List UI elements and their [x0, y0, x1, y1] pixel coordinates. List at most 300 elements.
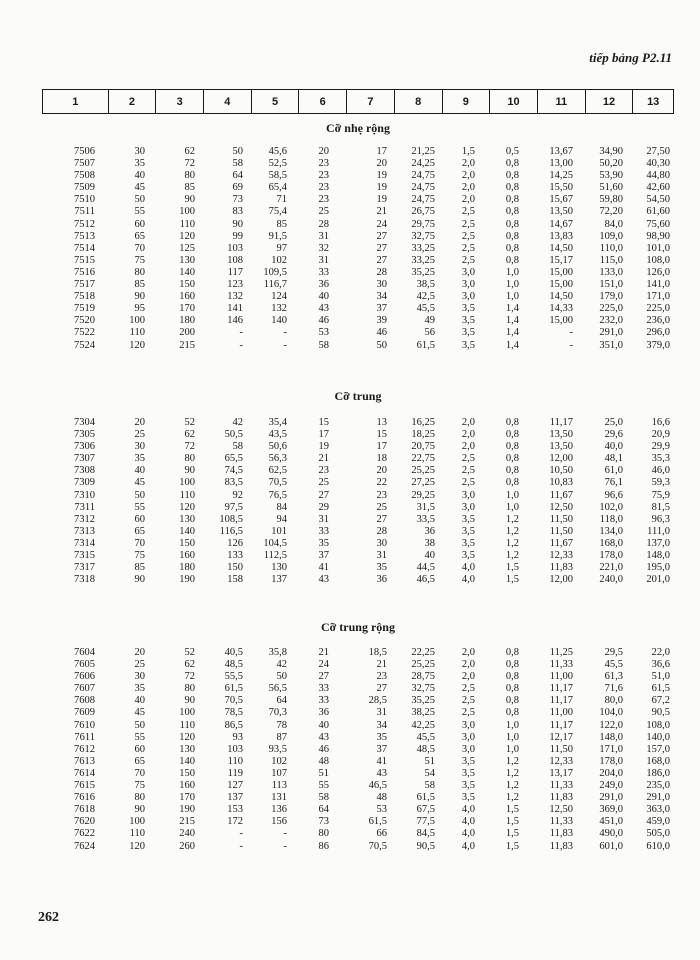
- table-cell: 7304: [74, 417, 95, 428]
- table-cell: 21: [376, 206, 387, 218]
- header-cell: 3: [156, 90, 204, 113]
- table-cell: 120: [129, 840, 145, 852]
- table-row: [42, 550, 674, 562]
- table-cell: 36: [376, 574, 387, 586]
- table-cell: 33: [318, 266, 329, 278]
- table-cell: 14,50: [549, 291, 573, 303]
- table-cell: 3,0: [461, 291, 475, 303]
- table-row: [42, 502, 674, 514]
- table-cell: 11,25: [549, 647, 573, 658]
- table-cell: 240: [179, 828, 195, 840]
- table-cell: 48: [318, 755, 329, 767]
- table-row: [42, 780, 674, 792]
- table-cell: 83,5: [224, 477, 243, 489]
- header-cell: 6: [299, 90, 347, 113]
- table-row: [42, 490, 674, 502]
- table-row: [42, 841, 674, 853]
- table-cell: 61,5: [416, 339, 435, 351]
- table-cell: 24: [318, 659, 329, 671]
- table-cell: 33: [318, 695, 329, 707]
- table-cell: 94: [276, 513, 287, 525]
- table-cell: 75: [134, 550, 145, 562]
- table-cell: 70: [134, 767, 145, 779]
- table-cell: 11,33: [549, 659, 573, 671]
- table-cell: 7612: [74, 743, 95, 755]
- table-cell: 110,0: [599, 242, 623, 254]
- table-cell: 7511: [74, 206, 95, 218]
- table-cell: 1,4: [505, 315, 519, 327]
- table-cell: 4,0: [461, 562, 475, 574]
- table-cell: 78,5: [224, 707, 243, 719]
- table-cell: 7607: [74, 683, 95, 695]
- table-cell: 171,0: [599, 743, 623, 755]
- table-cell: 65: [134, 525, 145, 537]
- table-cell: 56,3: [268, 453, 287, 465]
- table-cell: 43,5: [268, 429, 287, 441]
- table-cell: 81,5: [651, 501, 670, 513]
- table-cell: 2,5: [461, 707, 475, 719]
- table-cell: 36: [318, 707, 329, 719]
- table-cell: 56,5: [268, 683, 287, 695]
- table-cell: 2,0: [461, 441, 475, 453]
- table-cell: 53: [318, 327, 329, 339]
- table-cell: 20: [318, 146, 329, 157]
- table-cell: 1,0: [505, 489, 519, 501]
- table-cell: 35: [376, 562, 387, 574]
- table-cell: 60: [134, 513, 145, 525]
- table-cell: 291,0: [599, 327, 623, 339]
- table-cell: 19: [376, 170, 387, 182]
- table-cell: 28: [376, 266, 387, 278]
- table-cell: 2,0: [461, 671, 475, 683]
- table-cell: 7305: [74, 429, 95, 441]
- table-row: [42, 720, 674, 732]
- table-cell: 180: [179, 562, 195, 574]
- table-cell: 156: [271, 816, 287, 828]
- table-cell: 60: [134, 743, 145, 755]
- table-cell: 122,0: [599, 719, 623, 731]
- table-cell: 90: [184, 465, 195, 477]
- table-cell: 109,5: [263, 266, 287, 278]
- table-cell: 16,6: [651, 417, 670, 428]
- table-cell: 101,0: [646, 242, 670, 254]
- table-cell: 11,50: [549, 525, 573, 537]
- table-cell: 7524: [74, 339, 95, 351]
- table-cell: 132: [227, 291, 243, 303]
- table-cell: 12,17: [549, 731, 573, 743]
- table-cell: 93,5: [268, 743, 287, 755]
- table-cell: 61,0: [604, 465, 623, 477]
- table-cell: 131: [271, 792, 287, 804]
- table-cell: 150: [227, 562, 243, 574]
- table-cell: 2,0: [461, 417, 475, 428]
- table-cell: 1,0: [505, 731, 519, 743]
- table-cell: 35,25: [411, 695, 435, 707]
- table-row: [42, 303, 674, 315]
- section-title-medium-wide: Cỡ trung rộng: [321, 620, 395, 634]
- table-cell: 84: [276, 501, 287, 513]
- table-cell: 43: [318, 303, 329, 315]
- table-cell: 1,0: [505, 291, 519, 303]
- table-row: [42, 683, 674, 695]
- table-cell: 46: [318, 743, 329, 755]
- table-cell: 1,0: [505, 501, 519, 513]
- table-cell: 170: [179, 792, 195, 804]
- table-cell: 27: [376, 254, 387, 266]
- table-cell: 52: [184, 647, 195, 658]
- table-cell: 59,80: [599, 194, 623, 206]
- table-row: [42, 671, 674, 683]
- table-cell: 4,0: [461, 828, 475, 840]
- table-cell: 0,8: [505, 477, 519, 489]
- table-cell: 1,5: [505, 804, 519, 816]
- table-cell: 30: [376, 279, 387, 291]
- table-cell: 7520: [74, 315, 95, 327]
- table-cell: 31: [318, 230, 329, 242]
- table-cell: 110: [129, 327, 145, 339]
- table-cell: 29,9: [651, 441, 670, 453]
- table-cell: 55: [134, 206, 145, 218]
- table-cell: 23: [318, 158, 329, 170]
- table-cell: 21: [318, 647, 329, 658]
- table-cell: 78: [276, 719, 287, 731]
- table-cell: 1,5: [505, 816, 519, 828]
- table-row: [42, 768, 674, 780]
- table-row: [42, 804, 674, 816]
- table-cell: 22,25: [411, 647, 435, 658]
- table-cell: 66: [376, 828, 387, 840]
- table-cell: 32,75: [411, 230, 435, 242]
- table-row: [42, 146, 674, 158]
- table-cell: 0,8: [505, 218, 519, 230]
- table-cell: 51: [318, 767, 329, 779]
- table-cell: 45,5: [416, 303, 435, 315]
- table-cell: 1,2: [505, 550, 519, 562]
- table-cell: 11,67: [549, 489, 573, 501]
- table-cell: 2,0: [461, 182, 475, 194]
- table-cell: 123: [227, 279, 243, 291]
- table-cell: 3,0: [461, 731, 475, 743]
- table-cell: 102: [271, 755, 287, 767]
- table-cell: 27: [318, 489, 329, 501]
- table-cell: 43: [376, 767, 387, 779]
- table-cell: 61,5: [651, 683, 670, 695]
- table-cell: 25,25: [411, 465, 435, 477]
- table-cell: 62: [184, 146, 195, 157]
- table-cell: 76,1: [604, 477, 623, 489]
- table-cell: 124: [271, 291, 287, 303]
- table-cell: 15: [318, 417, 329, 428]
- table-cell: 38,5: [416, 279, 435, 291]
- table-cell: 24,75: [411, 194, 435, 206]
- table-row: [42, 182, 674, 194]
- table-cell: 34,90: [599, 146, 623, 157]
- table-cell: 33,25: [411, 254, 435, 266]
- table-cell: 35: [134, 158, 145, 170]
- table-cell: 20,9: [651, 429, 670, 441]
- table-cell: 73: [318, 816, 329, 828]
- table-cell: 20: [376, 465, 387, 477]
- table-cell: 26,75: [411, 206, 435, 218]
- table-cell: 20,75: [411, 441, 435, 453]
- table-cell: 137: [271, 574, 287, 586]
- table-cell: 61,5: [224, 683, 243, 695]
- table-cell: 40,0: [604, 441, 623, 453]
- table-cell: 1,5: [505, 828, 519, 840]
- table-cell: 157,0: [646, 743, 670, 755]
- table-cell: 19: [376, 182, 387, 194]
- table-cell: 27: [376, 230, 387, 242]
- table-cell: 11,17: [549, 695, 573, 707]
- table-cell: 30: [134, 146, 145, 157]
- table-row: [42, 514, 674, 526]
- table-cell: 11,00: [549, 707, 573, 719]
- table-cell: 15,50: [549, 182, 573, 194]
- table-cell: -: [239, 840, 243, 852]
- table-cell: 32,75: [411, 683, 435, 695]
- table-cell: 3,0: [461, 501, 475, 513]
- table-cell: 56: [424, 327, 435, 339]
- table-cell: 7624: [74, 840, 95, 852]
- table-cell: 75: [134, 780, 145, 792]
- table-cell: 140: [179, 266, 195, 278]
- table-cell: 2,5: [461, 230, 475, 242]
- table-cell: 190: [179, 804, 195, 816]
- table-cell: 7315: [74, 550, 95, 562]
- table-cell: 3,5: [461, 339, 475, 351]
- table-cell: 21: [376, 659, 387, 671]
- table-row: [42, 538, 674, 550]
- table-cell: 100: [179, 477, 195, 489]
- table-cell: 2,0: [461, 170, 475, 182]
- table-cell: 3,0: [461, 279, 475, 291]
- table-cell: 50,5: [224, 429, 243, 441]
- table-cell: 7517: [74, 279, 95, 291]
- table-cell: 96,6: [604, 489, 623, 501]
- table-cell: 601,0: [599, 840, 623, 852]
- table-cell: 3,5: [461, 525, 475, 537]
- table-cell: 25: [134, 659, 145, 671]
- table-cell: 137,0: [646, 537, 670, 549]
- section-rows-light-wide: [42, 146, 674, 352]
- table-row: [42, 828, 674, 840]
- table-cell: 116,5: [219, 525, 243, 537]
- table-cell: 32: [318, 242, 329, 254]
- table-cell: 168,0: [646, 755, 670, 767]
- table-cell: 55: [134, 501, 145, 513]
- table-cell: 140: [271, 315, 287, 327]
- table-cell: 46,5: [368, 780, 387, 792]
- header-cell: 10: [490, 90, 538, 113]
- table-cell: 13,67: [549, 146, 573, 157]
- table-cell: 29,6: [604, 429, 623, 441]
- table-cell: 2,5: [461, 453, 475, 465]
- table-cell: 3,5: [461, 537, 475, 549]
- table-cell: 7605: [74, 659, 95, 671]
- table-cell: 12,00: [549, 453, 573, 465]
- table-cell: 363,0: [646, 804, 670, 816]
- table-cell: 291,0: [599, 792, 623, 804]
- table-cell: 93: [232, 731, 243, 743]
- table-cell: 38,25: [411, 707, 435, 719]
- table-cell: 35,25: [411, 266, 435, 278]
- table-cell: 195,0: [646, 562, 670, 574]
- table-cell: 2,0: [461, 194, 475, 206]
- table-cell: 34: [376, 719, 387, 731]
- table-cell: 296,0: [646, 327, 670, 339]
- table-row: [42, 453, 674, 465]
- table-cell: 85: [134, 562, 145, 574]
- table-cell: 40: [318, 291, 329, 303]
- table-cell: 46: [318, 315, 329, 327]
- table-cell: 3,0: [461, 743, 475, 755]
- section-title-light-wide: Cỡ nhẹ rộng: [326, 121, 390, 135]
- table-cell: 204,0: [599, 767, 623, 779]
- header-cell: 11: [538, 90, 586, 113]
- table-cell: 100: [129, 816, 145, 828]
- table-cell: 80,0: [604, 695, 623, 707]
- table-cell: 451,0: [599, 816, 623, 828]
- table-cell: 30: [376, 537, 387, 549]
- table-cell: 42,5: [416, 291, 435, 303]
- table-cell: 459,0: [646, 816, 670, 828]
- table-cell: 70,5: [224, 695, 243, 707]
- table-cell: 76,5: [268, 489, 287, 501]
- table-cell: 1,4: [505, 327, 519, 339]
- table-cell: 151,0: [599, 279, 623, 291]
- table-row: [42, 158, 674, 170]
- table-cell: 23: [376, 489, 387, 501]
- table-cell: 249,0: [599, 780, 623, 792]
- table-cell: 35: [134, 683, 145, 695]
- table-cell: 110: [179, 719, 195, 731]
- table-cell: 7620: [74, 816, 95, 828]
- table-row: [42, 792, 674, 804]
- table-cell: 48,1: [604, 453, 623, 465]
- table-cell: 37: [318, 550, 329, 562]
- table-cell: 55,5: [224, 671, 243, 683]
- table-cell: 53,90: [599, 170, 623, 182]
- table-cell: 48,5: [416, 743, 435, 755]
- table-cell: 11,33: [549, 780, 573, 792]
- table-cell: 100: [129, 315, 145, 327]
- table-cell: 50: [134, 194, 145, 206]
- table-cell: 1,0: [505, 743, 519, 755]
- table-cell: 75,9: [651, 489, 670, 501]
- table-cell: 90: [134, 291, 145, 303]
- table-cell: -: [569, 339, 573, 351]
- table-cell: 35: [134, 453, 145, 465]
- table-cell: 64: [276, 695, 287, 707]
- table-cell: 130: [179, 743, 195, 755]
- table-cell: 141,0: [646, 279, 670, 291]
- table-cell: 84,5: [416, 828, 435, 840]
- table-cell: 70,5: [268, 477, 287, 489]
- table-cell: 7615: [74, 780, 95, 792]
- table-cell: 18,25: [411, 429, 435, 441]
- table-cell: 90: [184, 695, 195, 707]
- table-cell: 42: [232, 417, 243, 428]
- table-cell: 90,5: [416, 840, 435, 852]
- table-cell: 92: [232, 489, 243, 501]
- table-cell: 3,0: [461, 489, 475, 501]
- table-cell: 65,4: [268, 182, 287, 194]
- table-cell: 91,5: [268, 230, 287, 242]
- table-cell: 80: [318, 828, 329, 840]
- table-cell: 11,00: [549, 671, 573, 683]
- table-row: [42, 465, 674, 477]
- table-cell: 140: [179, 525, 195, 537]
- table-cell: 0,8: [505, 453, 519, 465]
- table-cell: 23: [318, 194, 329, 206]
- table-cell: 0,8: [505, 170, 519, 182]
- table-cell: 160: [179, 291, 195, 303]
- table-cell: 1,2: [505, 525, 519, 537]
- header-cell: 1: [43, 90, 109, 113]
- table-cell: 134,0: [599, 525, 623, 537]
- table-cell: 4,0: [461, 840, 475, 852]
- table-cell: 1,2: [505, 537, 519, 549]
- table-cell: 150: [179, 537, 195, 549]
- table-cell: 87: [276, 731, 287, 743]
- table-cell: 0,8: [505, 254, 519, 266]
- table-cell: 36: [318, 279, 329, 291]
- table-cell: 20: [376, 158, 387, 170]
- table-cell: 33,25: [411, 242, 435, 254]
- table-cell: 7311: [74, 501, 95, 513]
- table-cell: 146: [227, 315, 243, 327]
- table-cell: 1,5: [505, 574, 519, 586]
- table-cell: 7519: [74, 303, 95, 315]
- table-cell: 0,8: [505, 671, 519, 683]
- table-cell: 64: [318, 804, 329, 816]
- table-cell: 2,0: [461, 659, 475, 671]
- table-cell: 86,5: [224, 719, 243, 731]
- table-cell: 150: [179, 767, 195, 779]
- table-cell: 104,5: [263, 537, 287, 549]
- table-cell: 2,5: [461, 477, 475, 489]
- table-cell: 42,60: [646, 182, 670, 194]
- table-cell: 7510: [74, 194, 95, 206]
- table-cell: 215: [179, 339, 195, 351]
- table-cell: 11,83: [549, 828, 573, 840]
- table-cell: 351,0: [599, 339, 623, 351]
- table-cell: 27,25: [411, 477, 435, 489]
- table-cell: 3,5: [461, 315, 475, 327]
- table-cell: 25: [318, 206, 329, 218]
- table-cell: 225,0: [599, 303, 623, 315]
- table-cell: 83: [232, 206, 243, 218]
- table-cell: 42,25: [411, 719, 435, 731]
- table-cell: 13,83: [549, 230, 573, 242]
- table-cell: 0,8: [505, 242, 519, 254]
- table-cell: 28: [318, 218, 329, 230]
- table-cell: 55: [134, 731, 145, 743]
- table-cell: 61,3: [604, 671, 623, 683]
- table-cell: 72,20: [599, 206, 623, 218]
- table-cell: 64: [232, 170, 243, 182]
- table-cell: 12,00: [549, 574, 573, 586]
- table-row: [42, 429, 674, 441]
- table-cell: 2,0: [461, 158, 475, 170]
- header-cell: 5: [252, 90, 300, 113]
- table-row: [42, 267, 674, 279]
- table-cell: 235,0: [646, 780, 670, 792]
- table-cell: 7609: [74, 707, 95, 719]
- table-cell: 85: [134, 279, 145, 291]
- table-cell: 29,5: [604, 647, 623, 658]
- table-cell: 7318: [74, 574, 95, 586]
